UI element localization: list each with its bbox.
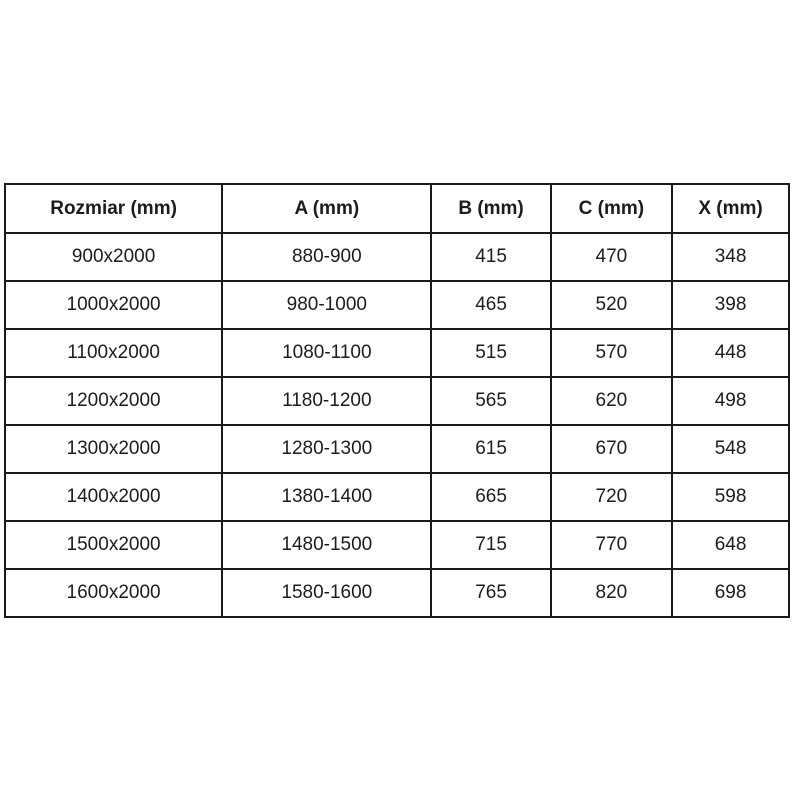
table-cell-b: 415: [431, 233, 550, 281]
header-cell-c: C (mm): [551, 184, 673, 233]
table-cell-a: 1280-1300: [222, 425, 431, 473]
table-cell-rozmiar: 1400x2000: [5, 473, 222, 521]
table-row: [5, 569, 789, 617]
table-cell-a: 1580-1600: [222, 569, 431, 617]
table-cell-x: 348: [672, 233, 789, 281]
table-cell-x: 648: [672, 521, 789, 569]
table-cell-b: 465: [431, 281, 550, 329]
table-row: [5, 521, 789, 569]
table-cell-c: 770: [551, 521, 673, 569]
table-cell-b: 615: [431, 425, 550, 473]
table-cell-rozmiar: 1200x2000: [5, 377, 222, 425]
header-cell-a: A (mm): [222, 184, 431, 233]
table-cell-c: 620: [551, 377, 673, 425]
table-cell-a: 1480-1500: [222, 521, 431, 569]
table-row: [5, 233, 789, 281]
table-cell-rozmiar: 900x2000: [5, 233, 222, 281]
table-cell-rozmiar: 1100x2000: [5, 329, 222, 377]
table-cell-x: 598: [672, 473, 789, 521]
table-cell-a: 1180-1200: [222, 377, 431, 425]
table-cell-b: 715: [431, 521, 550, 569]
table-cell-c: 720: [551, 473, 673, 521]
table-cell-c: 470: [551, 233, 673, 281]
table-cell-b: 515: [431, 329, 550, 377]
table-cell-a: 880-900: [222, 233, 431, 281]
table-cell-x: 548: [672, 425, 789, 473]
table-cell-x: 698: [672, 569, 789, 617]
table-cell-a: 1080-1100: [222, 329, 431, 377]
header-row: [5, 184, 789, 233]
table-cell-a: 980-1000: [222, 281, 431, 329]
table-row: [5, 473, 789, 521]
header-cell-rozmiar: Rozmiar (mm): [5, 184, 222, 233]
table-cell-x: 498: [672, 377, 789, 425]
table-cell-b: 765: [431, 569, 550, 617]
table-row: [5, 281, 789, 329]
table-row: [5, 377, 789, 425]
size-spec-table: [4, 183, 790, 618]
table-cell-a: 1380-1400: [222, 473, 431, 521]
table-cell-c: 570: [551, 329, 673, 377]
table-cell-x: 398: [672, 281, 789, 329]
table-cell-c: 670: [551, 425, 673, 473]
header-cell-x: X (mm): [672, 184, 789, 233]
table-cell-c: 520: [551, 281, 673, 329]
table-row: [5, 425, 789, 473]
table-cell-c: 820: [551, 569, 673, 617]
table-cell-b: 665: [431, 473, 550, 521]
table-cell-b: 565: [431, 377, 550, 425]
table-row: [5, 329, 789, 377]
table-cell-rozmiar: 1300x2000: [5, 425, 222, 473]
header-cell-b: B (mm): [431, 184, 550, 233]
table-cell-x: 448: [672, 329, 789, 377]
size-table-container: [4, 183, 790, 618]
table-cell-rozmiar: 1600x2000: [5, 569, 222, 617]
table-cell-rozmiar: 1500x2000: [5, 521, 222, 569]
table-cell-rozmiar: 1000x2000: [5, 281, 222, 329]
